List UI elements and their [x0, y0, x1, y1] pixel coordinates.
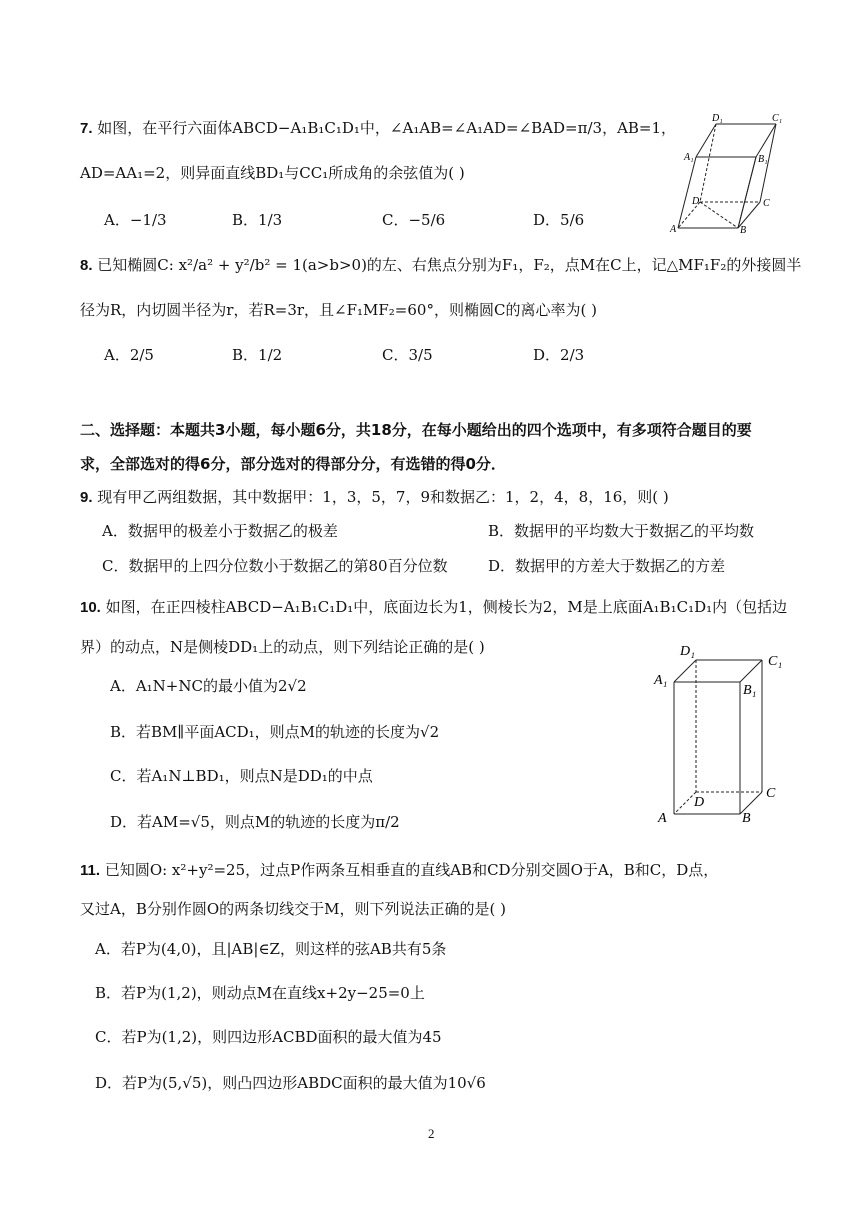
q11-stem-line1: 已知圆O: x²+y²=25，过点P作两条互相垂直的直线AB和CD分别交圆O于A，B和C，D点，	[104, 861, 719, 879]
q7-label-a1: A₁	[684, 152, 694, 163]
q7-number: 7.	[80, 120, 93, 137]
q10-option-b: B．若BM∥平面ACD₁，则点M的轨迹的长度为√2	[110, 723, 440, 741]
q10-label-a: A	[658, 811, 667, 826]
q8-number: 8.	[80, 257, 93, 274]
q9-option-c: C．数据甲的上四分位数小于数据乙的第80百分位数	[102, 557, 448, 575]
q11-line1	[80, 860, 718, 881]
q7-stem-line1: 如图，在平行六面体ABCD−A₁B₁C₁D₁中，∠A₁AB=∠A₁AD=∠BAD=π/3，AB=1，	[97, 119, 677, 137]
q10-number: 10.	[80, 599, 101, 616]
q11-option-d: D．若P为(5,√5)，则凸四边形ABDC面积的最大值为10√6	[95, 1074, 486, 1092]
q8-option-a: A．2/5	[104, 346, 154, 364]
q9-stem: 现有甲乙两组数据，其中数据甲：1，3，5，7，9和数据乙：1，2，4，8，16，则( )	[97, 488, 669, 506]
q10-label-c1: C₁	[768, 654, 783, 669]
q11-option-a: A．若P为(4,0)，且|AB|∈Z，则这样的弦AB共有5条	[95, 940, 447, 958]
q7-label-c: C	[763, 198, 770, 209]
q10-label-d: D	[694, 795, 705, 810]
q8-line1	[80, 255, 801, 276]
q9-stem-row	[80, 487, 669, 508]
q7-parallelepiped-figure	[668, 110, 798, 240]
q7-label-d: D	[692, 196, 700, 207]
q7-option-c: C．−5/6	[382, 211, 446, 229]
q10-label-b1: B₁	[743, 683, 757, 698]
q10-stem-line2: 界）的动点，N是侧棱DD₁上的动点，则下列结论正确的是( )	[80, 638, 485, 656]
q7-label-b1: B₁	[758, 154, 768, 165]
q10-label-b: B	[742, 811, 751, 826]
q10-prism-figure	[650, 640, 790, 830]
q10-stem-line1: 如图，在正四棱柱ABCD−A₁B₁C₁D₁中，底面边长为1，侧棱长为2，M是上底面A₁B₁C₁D₁内（包括边	[105, 598, 788, 616]
q10-label-a1: A₁	[654, 673, 668, 688]
q10-option-d: D．若AM=√5，则点M的轨迹的长度为π/2	[110, 813, 400, 831]
q11-stem-line2: 又过A，B分别作圆O的两条切线交于M，则下列说法正确的是( )	[80, 900, 506, 918]
q10-line1	[80, 597, 787, 618]
q8-stem-line2: 径为R，内切圆半径为r，若R=3r，且∠F₁MF₂=60°，则椭圆C的离心率为( )	[80, 301, 597, 319]
q7-option-d: D．5/6	[533, 211, 585, 229]
section-2-heading-line2: 求，全部选对的得6分，部分选对的得部分分，有选错的得0分．	[80, 455, 506, 473]
q7-label-b: B	[740, 225, 747, 236]
q8-stem-line1: 已知椭圆C: x²/a² + y²/b² = 1(a>b>0)的左、右焦点分别为F₁，F₂，点M在C上，记△MF₁F₂的外接圆半	[97, 256, 802, 274]
q10-label-d1: D₁	[680, 644, 695, 659]
q9-option-b: B．数据甲的平均数大于数据乙的平均数	[488, 522, 755, 540]
q10-label-c: C	[766, 786, 776, 801]
q7-line1	[80, 118, 676, 139]
q9-option-d: D．数据甲的方差大于数据乙的方差	[488, 557, 726, 575]
q7-option-a: A．−1/3	[104, 211, 167, 229]
page-number: 2	[428, 1126, 435, 1141]
section-2-heading-line1: 二、选择题：本题共3小题，每小题6分，共18分，在每小题给出的四个选项中，有多项符合题目的要	[80, 421, 752, 439]
q10-option-c: C．若A₁N⊥BD₁，则点N是DD₁的中点	[110, 767, 373, 785]
q8-option-b: B．1/2	[232, 346, 283, 364]
q7-label-d1: D₁	[712, 113, 723, 124]
q8-option-d: D．2/3	[533, 346, 585, 364]
q8-option-c: C．3/5	[382, 346, 433, 364]
q11-option-c: C．若P为(1,2)，则四边形ACBD面积的最大值为45	[95, 1028, 442, 1046]
q11-number: 11.	[80, 862, 101, 879]
q7-option-b: B．1/3	[232, 211, 283, 229]
q9-option-a: A．数据甲的极差小于数据乙的极差	[102, 522, 338, 540]
q7-label-a: A	[670, 224, 677, 235]
q10-option-a: A．A₁N+NC的最小值为2√2	[110, 677, 307, 695]
q11-option-b: B．若P为(1,2)，则动点M在直线x+2y−25=0上	[95, 984, 425, 1002]
q7-stem-line2: AD=AA₁=2，则异面直线BD₁与CC₁所成角的余弦值为( )	[80, 164, 465, 182]
q9-number: 9.	[80, 489, 93, 506]
q7-label-c1: C₁	[772, 113, 783, 124]
